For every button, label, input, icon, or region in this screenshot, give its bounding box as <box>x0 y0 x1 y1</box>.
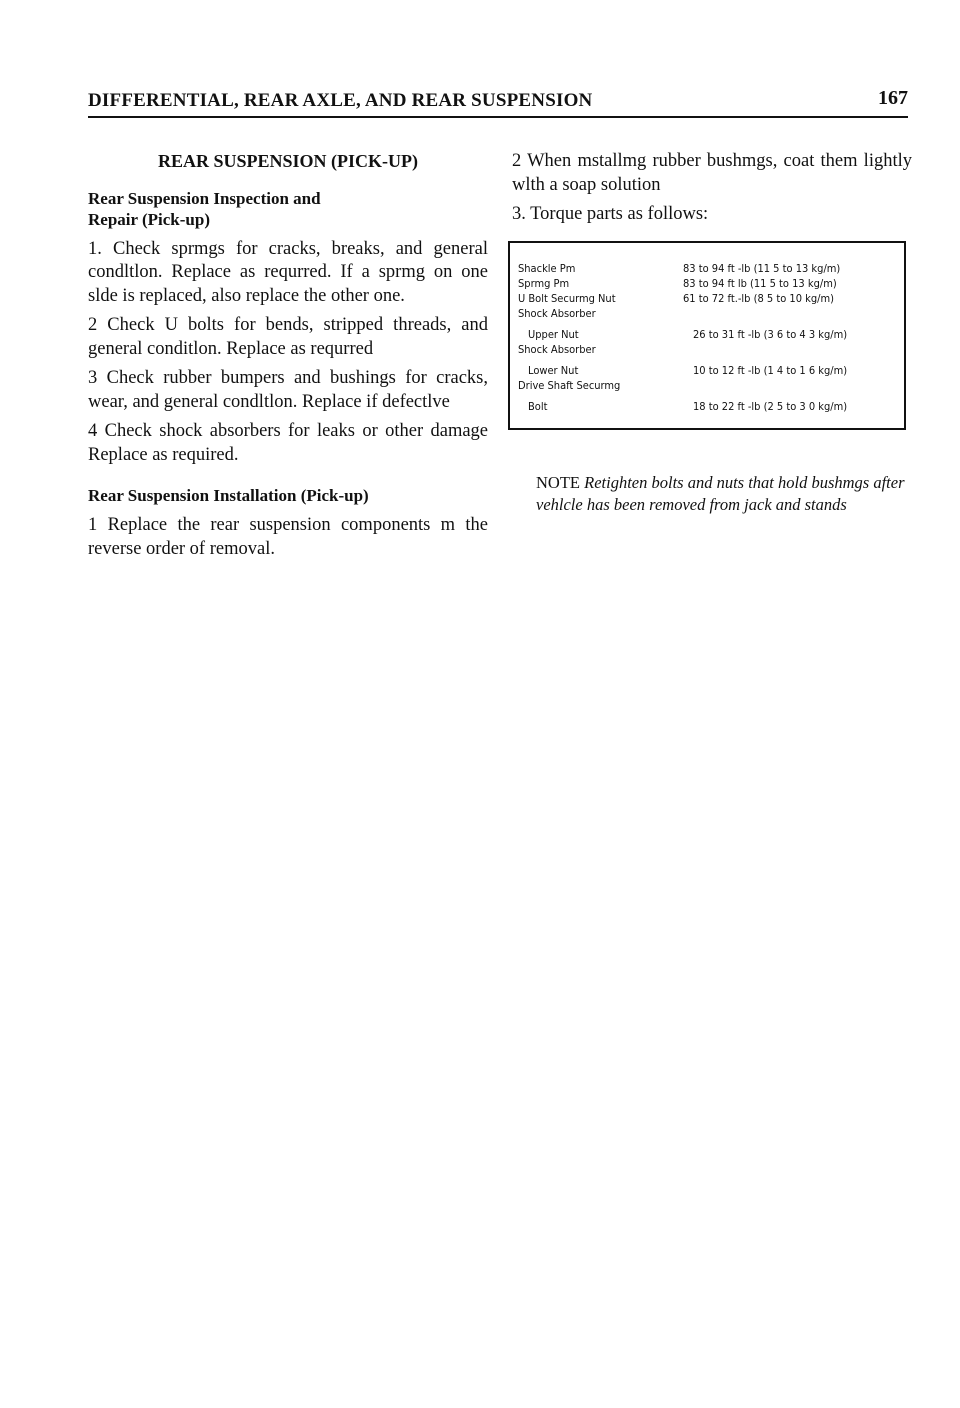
table-row <box>518 261 896 276</box>
left-column <box>88 150 488 567</box>
inspection-step-1: 1. Check sprmgs for cracks, breaks, and general condltlon. Replace as requrred. If a sprmg on one slde is replaced, also replace the other one. <box>88 238 488 306</box>
torque-value: 18 to 22 ft -lb (2 5 to 3 0 kg/m) <box>693 399 848 413</box>
part-subname: Upper Nut <box>528 327 579 341</box>
part-subname: Bolt <box>528 399 548 413</box>
inspection-heading-line-2: Repair (Pick-up) <box>88 209 210 229</box>
page-number: 167 <box>878 87 908 109</box>
section-title: REAR SUSPENSION (PICK-UP) <box>157 151 418 171</box>
torque-value: 26 to 31 ft -lb (3 6 to 4 3 kg/m) <box>693 327 848 341</box>
torque-value: 83 to 94 ft -lb (11 5 to 13 kg/m) <box>683 261 841 275</box>
note-text: Retighten bolts and nuts that hold bushmgs after vehlcle has been removed from jack and stands <box>536 472 905 514</box>
step-2: 2 When mstallmg rubber bushmgs, coat them lightly wlth a soap solution <box>512 151 912 195</box>
inspection-heading-line-1: Rear Suspension Inspection and <box>88 188 321 208</box>
note <box>512 472 912 516</box>
table-row <box>518 306 896 342</box>
part-subname: Lower Nut <box>528 363 579 377</box>
table-row <box>518 378 896 414</box>
inspection-step-3: 3 Check rubber bumpers and bushings for cracks, wear, and general condltlon. Replace if defectlve <box>88 368 488 412</box>
note-label: NOTE <box>536 472 580 492</box>
inspection-step-4: 4 Check shock absorbers for leaks or other damage Replace as required. <box>88 421 488 465</box>
chapter-title: DIFFERENTIAL, REAR AXLE, AND REAR SUSPENSION <box>88 90 593 111</box>
inspection-heading <box>88 188 488 230</box>
table-row <box>518 342 896 378</box>
step-3: 3. Torque parts as follows: <box>512 204 709 224</box>
part-name: Sprmg Pm <box>518 276 570 290</box>
part-name: Shock Absorber <box>518 342 596 356</box>
part-name: Drive Shaft Securmg <box>518 378 621 392</box>
torque-value: 10 to 12 ft -lb (1 4 to 1 6 kg/m) <box>693 363 848 377</box>
part-name: Shock Absorber <box>518 306 596 320</box>
table-row <box>518 276 896 291</box>
torque-value: 61 to 72 ft.-lb (8 5 to 10 kg/m) <box>683 291 834 305</box>
part-name: U Bolt Securmg Nut <box>518 291 616 305</box>
right-column <box>512 150 912 516</box>
installation-heading: Rear Suspension Installation (Pick-up) <box>88 486 369 505</box>
inspection-step-2: 2 Check U bolts for bends, stripped threads, and general conditlon. Replace as requrred <box>88 315 488 359</box>
torque-value: 83 to 94 ft lb (11 5 to 13 kg/m) <box>683 276 837 290</box>
torque-table <box>508 241 906 430</box>
installation-step-1: 1 Replace the rear suspension components m the reverse order of removal. <box>88 515 488 559</box>
page-header <box>88 88 908 118</box>
part-name: Shackle Pm <box>518 261 576 275</box>
table-row <box>518 291 896 306</box>
